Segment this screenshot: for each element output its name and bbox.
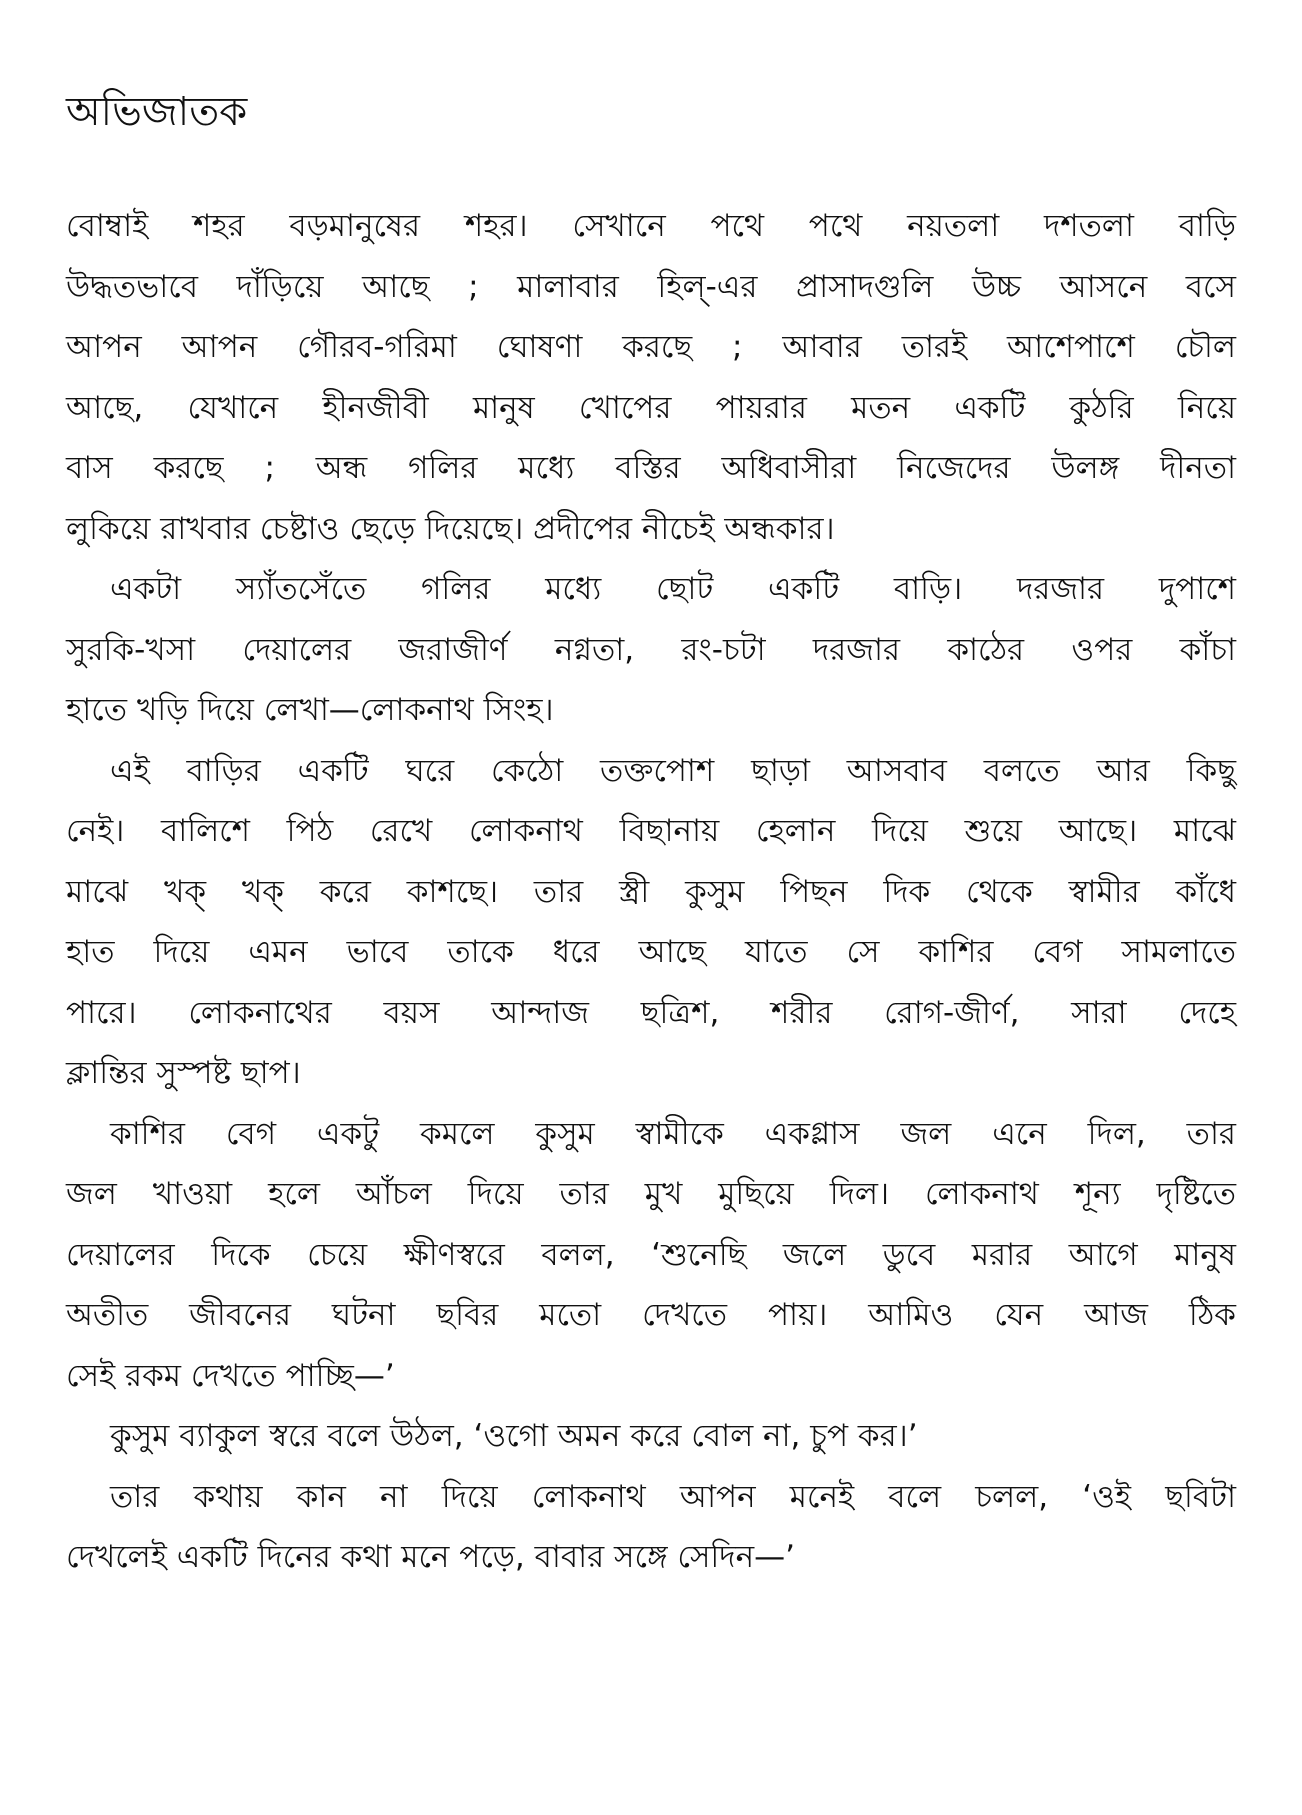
text-line: মাঝে খক্ খক্ করে কাশছে। তার স্ত্রী কুসুম পিছন দিক থেকে স্বামীর কাঁধে <box>66 873 1236 910</box>
text-line: কুসুম ব্যাকুল স্বরে বলে উঠল, ‘ওগো অমন করে বোল না, চুপ কর।’ <box>110 1418 918 1454</box>
text-line: হাত দিয়ে এমন ভাবে তাকে ধরে আছে যাতে সে কাশির বেগ সামলাতে <box>66 934 1236 970</box>
story-title: অভিজাতক <box>66 89 248 135</box>
text-line: একটা স্যাঁতসেঁতে গলির মধ্যে ছোট একটি বাড়ি। দরজার দুপাশে <box>110 571 1236 607</box>
text-line: অতীত জীবনের ঘটনা ছবির মতো দেখতে পায়। আমিও যেন আজ ঠিক <box>66 1297 1236 1333</box>
text-line: উদ্ধতভাবে দাঁড়িয়ে আছে ; মালাবার হিল্-এর প্রাসাদগুলি উচ্চ আসনে বসে <box>66 268 1236 305</box>
text-line: তার কথায় কান না দিয়ে লোকনাথ আপন মনেই বলে চলল, ‘ওই ছবিটা <box>110 1478 1236 1515</box>
text-line: সুরকি-খসা দেয়ালের জরাজীর্ণ নগ্নতা, রং-চটা দরজার কাঠের ওপর কাঁচা <box>66 631 1236 668</box>
text-line: এই বাড়ির একটি ঘরে কেঠো তক্তপোশ ছাড়া আসবাব বলতে আর কিছু <box>110 752 1236 789</box>
text-line: দেয়ালের দিকে চেয়ে ক্ষীণস্বরে বলল, ‘শুনেছি জলে ডুবে মরার আগে মানুষ <box>66 1236 1236 1273</box>
text-line: কাশির বেগ একটু কমলে কুসুম স্বামীকে একগ্লাস জল এনে দিল, তার <box>110 1115 1236 1152</box>
text-line: পারে। লোকনাথের বয়স আন্দাজ ছত্রিশ, শরীর রোগ-জীর্ণ, সারা দেহে <box>66 994 1236 1031</box>
text-line: লুকিয়ে রাখবার চেষ্টাও ছেড়ে দিয়েছে। প্রদীপের নীচেই অন্ধকার। <box>66 510 835 547</box>
text-line: জল খাওয়া হলে আঁচল দিয়ে তার মুখ মুছিয়ে দিল। লোকনাথ শূন্য দৃষ্টিতে <box>66 1176 1236 1212</box>
text-line: নেই। বালিশে পিঠ রেখে লোকনাথ বিছানায় হেলান দিয়ে শুয়ে আছে। মাঝে <box>66 813 1236 849</box>
text-line: বাস করছে ; অন্ধ গলির মধ্যে বস্তির অধিবাসীরা নিজেদের উলঙ্গ দীনতা <box>66 450 1236 486</box>
text-line: বোম্বাই শহর বড়মানুষের শহর। সেখানে পথে পথে নয়তলা দশতলা বাড়ি <box>66 208 1236 244</box>
text-line: সেই রকম দেখতে পাচ্ছি—’ <box>66 1357 395 1394</box>
text-line: আছে, যেখানে হীনজীবী মানুষ খোপের পায়রার মতন একটি কুঠরি নিয়ে <box>66 389 1236 426</box>
story-body <box>66 196 1236 1588</box>
text-line: ক্লান্তির সুস্পষ্ট ছাপ। <box>66 1055 301 1091</box>
text-line: দেখলেই একটি দিনের কথা মনে পড়ে, বাবার সঙ্গে সেদিন—’ <box>66 1539 795 1575</box>
text-line: হাতে খড়ি দিয়ে লেখা—লোকনাথ সিংহ। <box>66 692 554 728</box>
text-line: আপন আপন গৌরব-গরিমা ঘোষণা করছে ; আবার তারই আশেপাশে চৌল <box>66 329 1236 365</box>
